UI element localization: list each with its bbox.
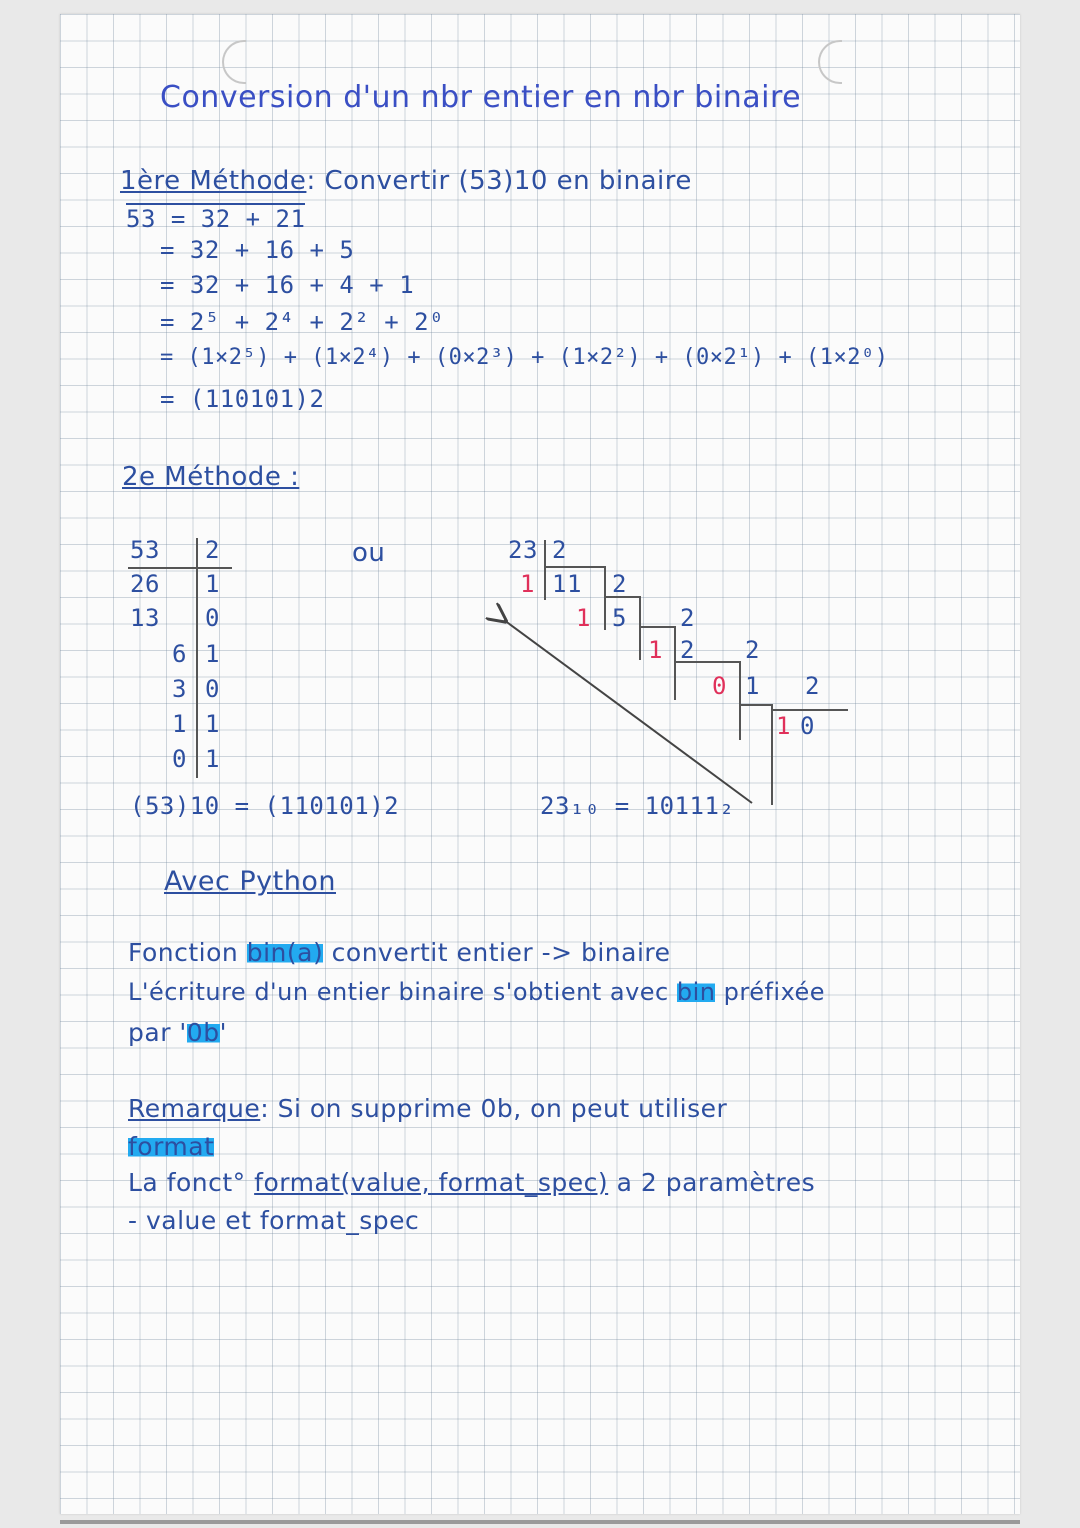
table-dividend-0: 53 [130, 536, 160, 564]
python-line-1 [128, 978, 825, 1006]
format-description-line [128, 1168, 815, 1197]
table-dividend-6: 0 [172, 745, 187, 773]
python-line-0-pre: Fonction [128, 938, 247, 967]
table-remainder-1: 1 [205, 570, 220, 598]
ladder-divisor-0: 2 [552, 536, 567, 564]
table-remainder-2: 0 [205, 604, 220, 632]
ladder-divisor-4: 2 [805, 672, 820, 700]
format-line-post: a 2 paramètres [608, 1168, 816, 1197]
ladder-quotient-1: 11 [552, 570, 582, 598]
method2-result: (53)10 = (110101)2 [130, 792, 400, 820]
format-highlight: format [128, 1132, 215, 1161]
python-heading: Avec Python [164, 866, 336, 897]
table-remainder-4: 0 [205, 675, 220, 703]
ladder-quotient-4: 1 [745, 672, 760, 700]
python-line-1-pre: L'écriture d'un entier binaire s'obtient avec [128, 978, 677, 1006]
ladder-remainder-2: 1 [648, 636, 663, 664]
ladder-divisor-1: 2 [612, 570, 627, 598]
ladder-divisor-2: 2 [680, 604, 695, 632]
python-line-1-post: préfixée [715, 978, 826, 1006]
method1-line-5: = (110101)2 [160, 385, 325, 413]
method1-statement: : Convertir (53)10 en binaire [306, 166, 692, 196]
ladder-remainder-0: 1 [520, 570, 535, 598]
or-label: ou [352, 538, 386, 568]
table-dividend-4: 3 [172, 675, 187, 703]
method1-line-0: 53 = 32 + 21 [126, 205, 306, 233]
python-line-2-post: ' [219, 1018, 227, 1047]
table-remainder-6: 1 [205, 745, 220, 773]
python-line-2 [128, 1018, 227, 1047]
python-line-2-pre: par ' [128, 1018, 187, 1047]
format-params-line: - value et format_spec [128, 1206, 420, 1235]
ladder-remainder-3: 0 [712, 672, 727, 700]
method1-line-1: = 32 + 16 + 5 [160, 236, 355, 264]
python-line-0 [128, 938, 671, 967]
format-function-signature: format(value, format_spec) [254, 1168, 609, 1197]
ladder-quotient-3: 2 [680, 636, 695, 664]
table-remainder-5: 1 [205, 710, 220, 738]
method1-heading: 1ère Méthode [120, 166, 307, 196]
python-line-0-post: convertit entier -> binaire [323, 938, 671, 967]
ladder-quotient-5: 0 [800, 712, 815, 740]
table-dividend-5: 1 [172, 710, 187, 738]
table-dividend-3: 6 [172, 640, 187, 668]
table-dividend-2: 13 [130, 604, 160, 632]
bin-highlight: bin [676, 978, 716, 1006]
method1-line-4: = (1×2⁵) + (1×2⁴) + (0×2³) + (1×2²) + (0×2¹) + (1×2⁰) [160, 345, 889, 370]
method2-heading: 2e Méthode : [122, 462, 300, 492]
table-dividend-1: 26 [130, 570, 160, 598]
ladder-divisor-3: 2 [745, 636, 760, 664]
ladder-result: 23₁₀ = 10111₂ [540, 792, 735, 820]
remark-text: : Si on supprime 0b, on peut utiliser [260, 1094, 728, 1123]
prefix-0b-highlight: 0b [186, 1018, 220, 1047]
ladder-quotient-0: 23 [508, 536, 538, 564]
ladder-remainder-1: 1 [576, 604, 591, 632]
format-line-pre: La fonct° [128, 1168, 255, 1197]
remark-format-line [128, 1132, 214, 1161]
bin-function-highlight: bin(a) [246, 938, 324, 967]
remark-label: Remarque [128, 1094, 261, 1123]
table-divisor: 2 [205, 536, 220, 564]
page-title: Conversion d'un nbr entier en nbr binaire [160, 80, 802, 115]
method1-line-2: = 32 + 16 + 4 + 1 [160, 271, 415, 299]
method1-line-3: = 2⁵ + 2⁴ + 2² + 2⁰ [160, 308, 445, 336]
remark-line [128, 1094, 727, 1123]
ladder-remainder-4: 1 [776, 712, 791, 740]
table-remainder-3: 1 [205, 640, 220, 668]
ladder-quotient-2: 5 [612, 604, 627, 632]
